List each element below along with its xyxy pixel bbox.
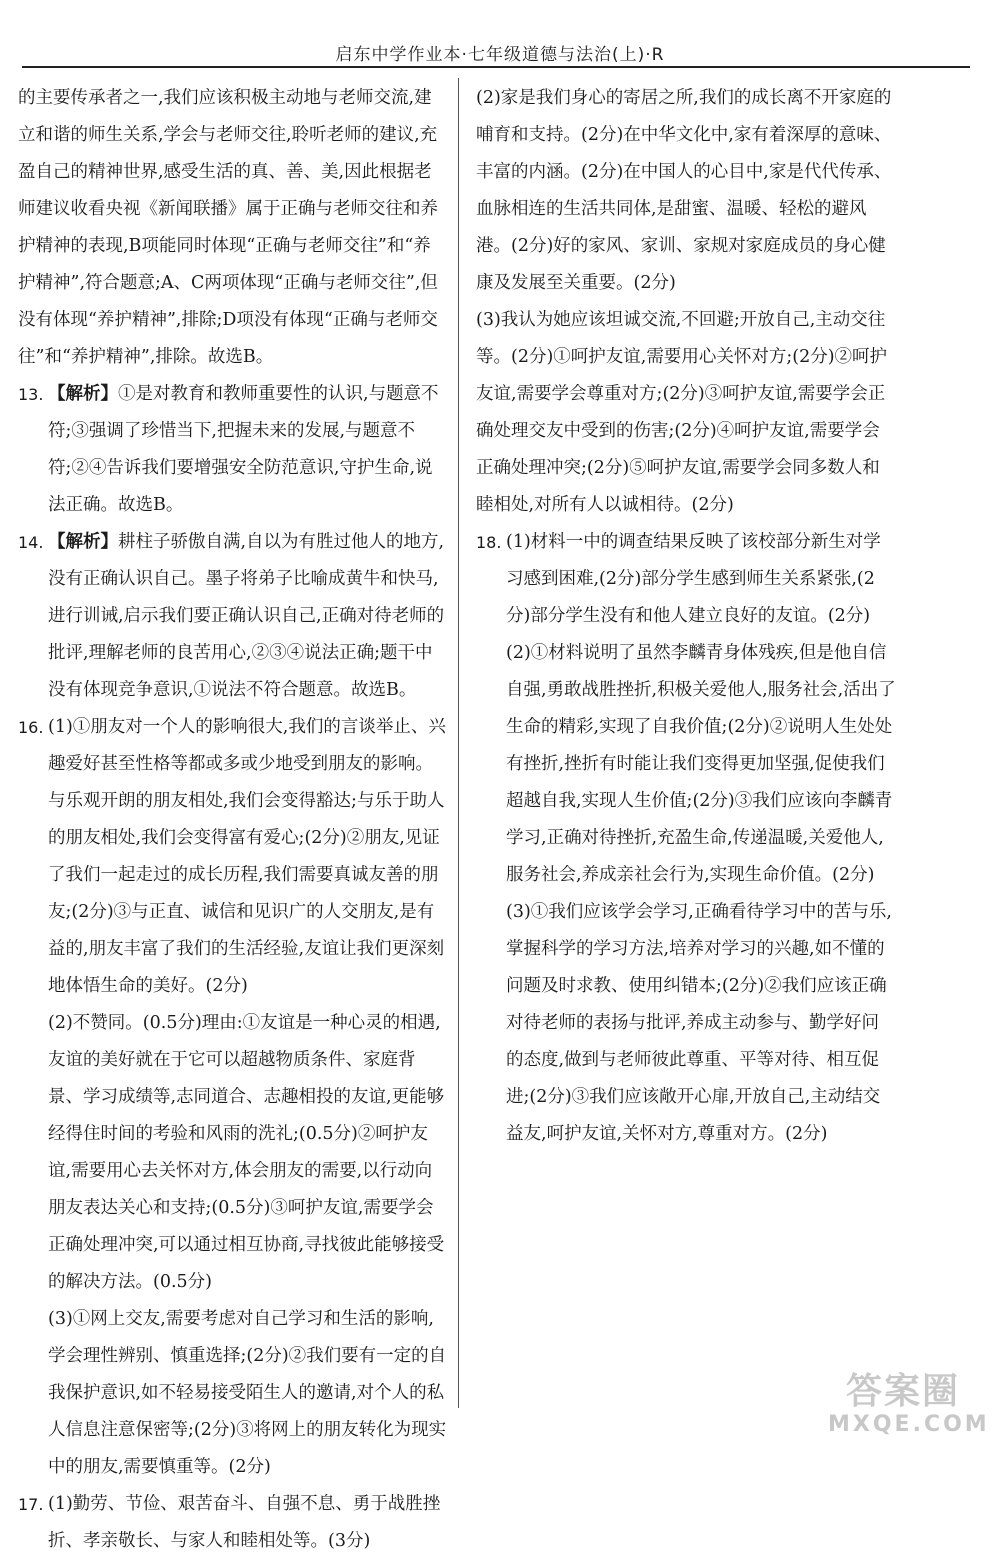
question-number: 17. (18, 1495, 44, 1514)
column-divider (458, 78, 459, 1408)
answer-17 (18, 1486, 448, 1560)
answer-part-1: (1)勤劳、节俭、艰苦奋斗、自强不息、勇于战胜挫折、孝亲敬长、与家人和睦相处等。(3分) (48, 1494, 441, 1551)
page-header: 启东中学作业本·七年级道德与法治(上)·R (335, 45, 665, 65)
answer-part-2: (2)①材料说明了虽然李麟青身体残疾,但是他自信自强,勇敢战胜挫折,积极关爱他人,服务社会,活出了生命的精彩,实现了自我价值;(2分)②说明人生处处有挫折,挫折有时能让我们变得更加坚强,促使我们超越自我,实现人生价值;(2分)③我们应该向李麟青学习,正确对待挫折,充盈生命,传递温暖,关爱他人,服务社会,养成亲社会行为,实现生命价值。(2分) (506, 643, 896, 885)
answer-part-1: (1)①朋友对一个人的影响很大,我们的言谈举止、兴趣爱好甚至性格等都或多或少地受到朋友的影响。与乐观开朗的朋友相处,我们会变得豁达;与乐于助人的朋友相处,我们会变得富有爱心;(2分)②朋友,见证了我们一起走过的成长历程,我们需要真诚友善的朋友;(2分)③与正直、诚信和见识广的人交朋友,是有益的,朋友丰富了我们的生活经验,友谊让我们更深刻地体悟生命的美好。(2分) (48, 717, 446, 996)
analysis-tag: 【解析】 (48, 532, 118, 552)
answer-13 (18, 376, 448, 524)
watermark-text: 答案圈 (845, 1371, 960, 1412)
question-number: 13. (18, 385, 44, 404)
right-column (476, 80, 896, 1153)
analysis-tag: 【解析】 (48, 384, 118, 404)
answer-part-2: (2)不赞同。(0.5分)理由:①友谊是一种心灵的相遇,友谊的美好就在于它可以超越物质条件、家庭背景、学习成绩等,志同道合、志趣相投的友谊,更能够经得住时间的考验和风雨的洗礼;(0.5分)②呵护友谊,需要用心去关怀对方,体会朋友的需要,以行动向朋友表达关心和支持;(0.5分)③呵护友谊,需要学会正确处理冲突,可以通过相互协商,寻找彼此能够接受的解决方法。(0.5分) (48, 1013, 445, 1292)
answer-16 (18, 709, 448, 1486)
answer-part-1: (1)材料一中的调查结果反映了该校部分新生对学习感到困难,(2分)部分学生感到师生关系紧张,(2分)部分学生没有和他人建立良好的友谊。(2分) (506, 532, 881, 626)
answer-part-3: (3)①网上交友,需要考虑对自己学习和生活的影响,学会理性辨别、慎重选择;(2分)②我们要有一定的自我保护意识,如不轻易接受陌生人的邀请,对个人的私人信息注意保密等;(2分)③将网上的朋友转化为现实中的朋友,需要慎重等。(2分) (48, 1309, 447, 1477)
answer-14 (18, 524, 448, 709)
question-number: 16. (18, 718, 44, 737)
question-number: 18. (476, 533, 502, 552)
watermark-url: MXQE.COM (828, 1412, 990, 1437)
continued-answer-12: 的主要传承者之一,我们应该积极主动地与老师交流,建立和谐的师生关系,学会与老师交往,聆听老师的建议,充盈自己的精神世界,感受生活的真、善、美,因此根据老师建议收看央视《新闻联播》属于正确与老师交往和养护精神的表现,B项能同时体现“正确与老师交往”和“养护精神”,符合题意;A、C两项体现“正确与老师交往”,但没有体现“养护精神”,排除;D项没有体现“正确与老师交往”和“养护精神”,排除。故选B。 (18, 88, 438, 367)
answer-18 (476, 524, 896, 1153)
watermark-logo (828, 1371, 990, 1443)
header-rule (22, 66, 970, 68)
answer-part-3: (3)①我们应该学会学习,正确看待学习中的苦与乐,掌握科学的学习方法,培养对学习的兴趣,如不懂的问题及时求教、使用纠错本;(2分)②我们应该正确对待老师的表扬与批评,养成主动参与、勤学好问的态度,做到与老师彼此尊重、平等对待、相互促进;(2分)③我们应该敞开心扉,开放自己,主动结交益友,呵护友谊,关怀对方,尊重对方。(2分) (506, 902, 892, 1144)
answer-17-part-2: (2)家是我们身心的寄居之所,我们的成长离不开家庭的哺育和支持。(2分)在中华文化中,家有着深厚的意味、丰富的内涵。(2分)在中国人的心目中,家是代代传承、血脉相连的生活共同体,是甜蜜、温暖、轻松的避风港。(2分)好的家风、家训、家规对家庭成员的身心健康及发展至关重要。(2分) (476, 88, 892, 293)
answer-text: ①是对教育和教师重要性的认识,与题意不符;③强调了珍惜当下,把握未来的发展,与题意不符;②④告诉我们要增强安全防范意识,守护生命,说法正确。故选B。 (48, 384, 439, 515)
left-column (18, 80, 448, 1560)
question-number: 14. (18, 533, 44, 552)
answer-text: 耕柱子骄傲自满,自以为有胜过他人的地方,没有正确认识自己。墨子将弟子比喻成黄牛和快马,进行训诫,启示我们要正确认识自己,正确对待老师的批评,理解老师的良苦用心,②③④说法正确;题干中没有体现竞争意识,①说法不符合题意。故选B。 (48, 532, 445, 700)
answer-17-part-3: (3)我认为她应该坦诚交流,不回避;开放自己,主动交往等。(2分)①呵护友谊,需要用心关怀对方;(2分)②呵护友谊,需要学会尊重对方;(2分)③呵护友谊,需要学会正确处理交友中受到的伤害;(2分)④呵护友谊,需要学会正确处理冲突;(2分)⑤呵护友谊,需要学会同多数人和睦相处,对所有人以诚相待。(2分) (476, 310, 888, 515)
